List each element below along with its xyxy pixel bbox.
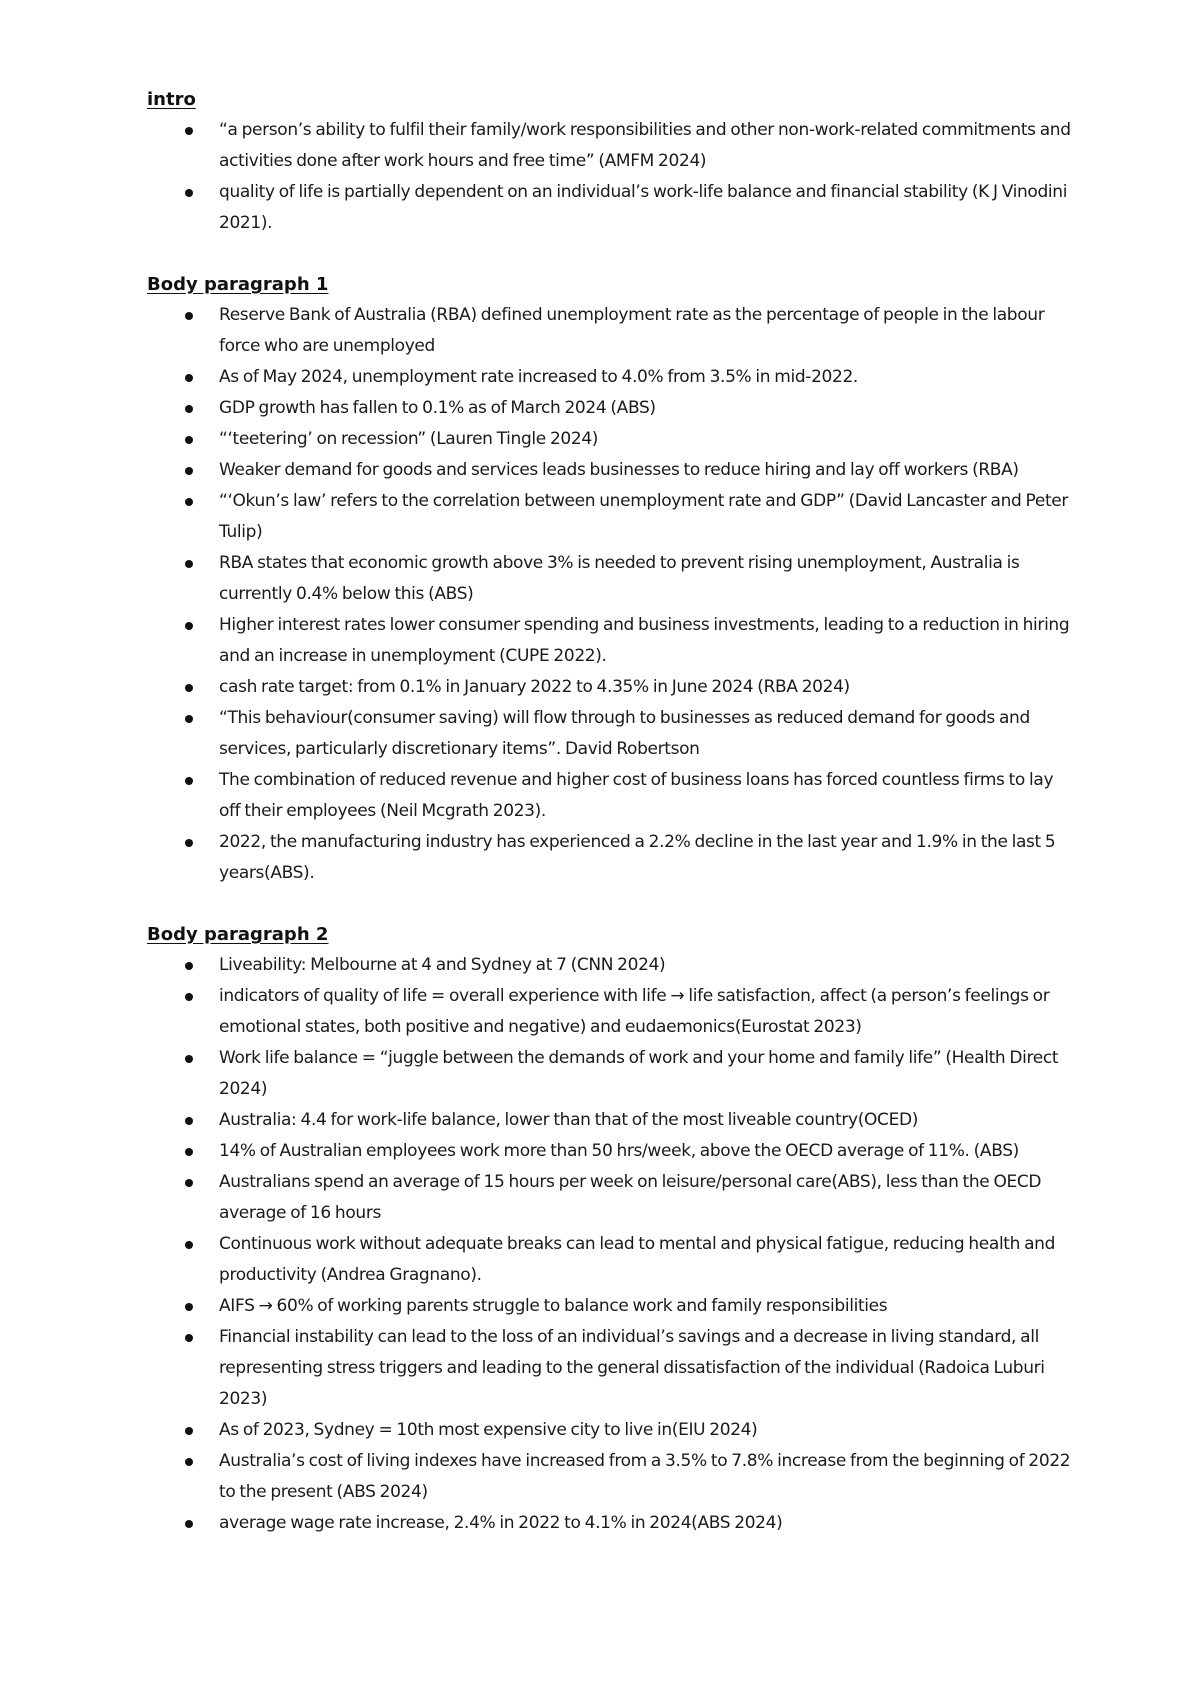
list-item xyxy=(147,1291,1077,1322)
bullet-icon xyxy=(185,839,193,847)
bullet-icon xyxy=(185,777,193,785)
bullet-icon xyxy=(185,312,193,320)
list-item xyxy=(147,1043,1077,1105)
bullet-icon xyxy=(185,1520,193,1528)
list-item-text: “This behaviour(consumer saving) will flow through to businesses as reduced demand for goods and services, particularly discretionary items”. David Robertson xyxy=(219,708,1030,759)
bullet-list xyxy=(147,115,1077,239)
list-item-text: “‘Okun’s law’ refers to the correlation between unemployment rate and GDP” (David Lancaster and Peter Tulip) xyxy=(219,491,1069,542)
list-item xyxy=(147,424,1077,455)
bullet-icon xyxy=(185,1148,193,1156)
list-item xyxy=(147,300,1077,362)
list-item-text: cash rate target: from 0.1% in January 2022 to 4.35% in June 2024 (RBA 2024) xyxy=(219,677,850,697)
list-item-text: GDP growth has fallen to 0.1% as of March 2024 (ABS) xyxy=(219,398,656,418)
bullet-icon xyxy=(185,715,193,723)
list-item-text: indicators of quality of life = overall experience with life → life satisfaction, affect (a person’s feelings or emotional states, both positive and negative) and eudaemonics(Eurostat 2023) xyxy=(219,986,1050,1037)
list-item-text: “a person’s ability to fulfil their family/work responsibilities and other non-work-related commitments and activities done after work hours and free time” (AMFM 2024) xyxy=(219,120,1071,171)
bullet-icon xyxy=(185,189,193,197)
list-item-text: Australia: 4.4 for work-life balance, lower than that of the most liveable country(OCED) xyxy=(219,1110,918,1130)
bullet-icon xyxy=(185,993,193,1001)
list-item xyxy=(147,765,1077,827)
bullet-icon xyxy=(185,1427,193,1435)
list-item xyxy=(147,1105,1077,1136)
list-item-text: average wage rate increase, 2.4% in 2022 to 4.1% in 2024(ABS 2024) xyxy=(219,1513,783,1533)
list-item xyxy=(147,486,1077,548)
list-item-text: Liveability: Melbourne at 4 and Sydney at 7 (CNN 2024) xyxy=(219,955,666,975)
section-heading: intro xyxy=(147,89,196,110)
section-body-paragraph-1 xyxy=(147,269,1077,889)
bullet-icon xyxy=(185,962,193,970)
section-heading: Body paragraph 1 xyxy=(147,274,329,295)
list-item-text: As of May 2024, unemployment rate increased to 4.0% from 3.5% in mid-2022. xyxy=(219,367,858,387)
list-item-text: Higher interest rates lower consumer spending and business investments, leading to a reduction in hiring and an increase in unemployment (CUPE 2022). xyxy=(219,615,1070,666)
bullet-icon xyxy=(185,467,193,475)
list-item-text: Reserve Bank of Australia (RBA) defined unemployment rate as the percentage of people in the labour force who are unemployed xyxy=(219,305,1045,356)
list-item xyxy=(147,1446,1077,1508)
list-item-text: Australians spend an average of 15 hours per week on leisure/personal care(ABS), less than the OECD average of 16 hours xyxy=(219,1172,1042,1223)
bullet-icon xyxy=(185,1458,193,1466)
section-body-paragraph-2 xyxy=(147,919,1077,1539)
list-item-text: quality of life is partially dependent on an individual’s work-life balance and financial stability (K J Vinodini 2021). xyxy=(219,182,1068,233)
list-item-text: AIFS → 60% of working parents struggle to balance work and family responsibilities xyxy=(219,1296,888,1316)
list-item xyxy=(147,1322,1077,1415)
bullet-icon xyxy=(185,374,193,382)
list-item-text: 2022, the manufacturing industry has experienced a 2.2% decline in the last year and 1.9% in the last 5 years(ABS). xyxy=(219,832,1056,883)
list-item xyxy=(147,455,1077,486)
bullet-list xyxy=(147,950,1077,1539)
bullet-icon xyxy=(185,560,193,568)
list-item xyxy=(147,950,1077,981)
bullet-icon xyxy=(185,1241,193,1249)
bullet-icon xyxy=(185,1303,193,1311)
list-item-text: RBA states that economic growth above 3% is needed to prevent rising unemployment, Australia is currently 0.4% below this (ABS) xyxy=(219,553,1020,604)
list-item xyxy=(147,1136,1077,1167)
list-item xyxy=(147,610,1077,672)
list-item xyxy=(147,672,1077,703)
list-item-text: “‘teetering’ on recession” (Lauren Tingle 2024) xyxy=(219,429,599,449)
bullet-icon xyxy=(185,622,193,630)
list-item xyxy=(147,393,1077,424)
list-item xyxy=(147,827,1077,889)
bullet-icon xyxy=(185,127,193,135)
list-item-text: Australia’s cost of living indexes have increased from a 3.5% to 7.8% increase from the beginning of 2022 to the present (ABS 2024) xyxy=(219,1451,1071,1502)
list-item xyxy=(147,548,1077,610)
section-intro xyxy=(147,84,1077,239)
list-item-text: Financial instability can lead to the loss of an individual’s savings and a decrease in living standard, all representing stress triggers and leading to the general dissatisfaction of the individual (Radoica Luburi 2023) xyxy=(219,1327,1045,1409)
bullet-icon xyxy=(185,436,193,444)
bullet-icon xyxy=(185,498,193,506)
list-item xyxy=(147,981,1077,1043)
document-page xyxy=(147,84,1077,1569)
list-item-text: Work life balance = “juggle between the demands of work and your home and family life” (Health Direct 2024) xyxy=(219,1048,1059,1099)
bullet-icon xyxy=(185,405,193,413)
bullet-list xyxy=(147,300,1077,889)
list-item xyxy=(147,1167,1077,1229)
bullet-icon xyxy=(185,1334,193,1342)
list-item xyxy=(147,1229,1077,1291)
list-item-text: 14% of Australian employees work more than 50 hrs/week, above the OECD average of 11%. (ABS) xyxy=(219,1141,1019,1161)
list-item xyxy=(147,115,1077,177)
list-item xyxy=(147,177,1077,239)
bullet-icon xyxy=(185,1179,193,1187)
list-item xyxy=(147,703,1077,765)
list-item-text: The combination of reduced revenue and higher cost of business loans has forced countless firms to lay off their employees (Neil Mcgrath 2023). xyxy=(219,770,1054,821)
list-item-text: Weaker demand for goods and services leads businesses to reduce hiring and lay off workers (RBA) xyxy=(219,460,1019,480)
bullet-icon xyxy=(185,684,193,692)
list-item xyxy=(147,1415,1077,1446)
list-item-text: As of 2023, Sydney = 10th most expensive city to live in(EIU 2024) xyxy=(219,1420,758,1440)
list-item-text: Continuous work without adequate breaks can lead to mental and physical fatigue, reducing health and productivity (Andrea Gragnano). xyxy=(219,1234,1056,1285)
bullet-icon xyxy=(185,1055,193,1063)
list-item xyxy=(147,362,1077,393)
list-item xyxy=(147,1508,1077,1539)
section-heading: Body paragraph 2 xyxy=(147,924,329,945)
bullet-icon xyxy=(185,1117,193,1125)
